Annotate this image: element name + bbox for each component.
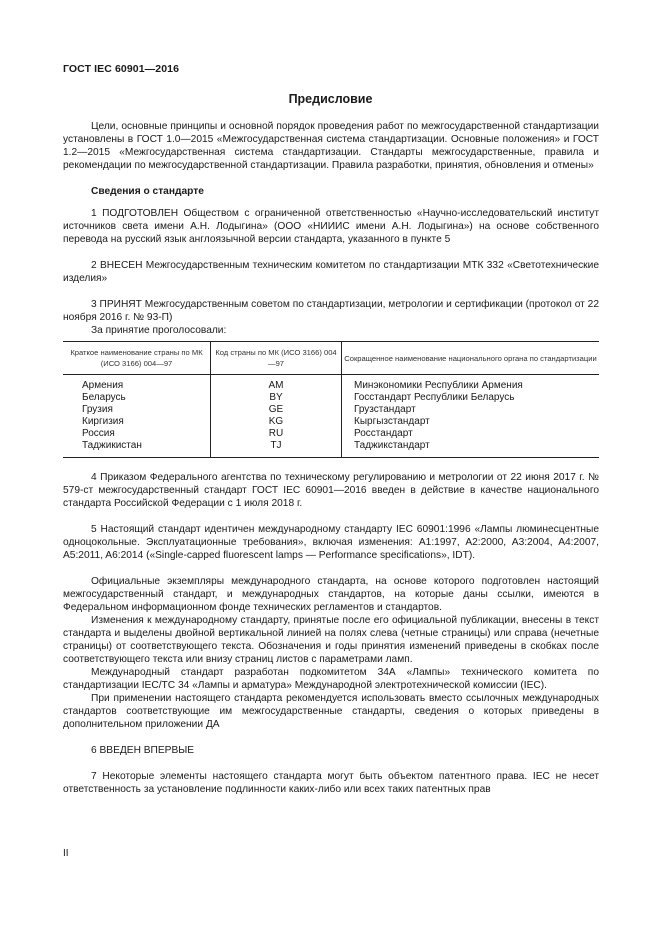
page-number: II xyxy=(63,848,69,859)
country-code: AM xyxy=(211,375,342,393)
standards-body: Росстандарт xyxy=(342,428,600,440)
item-7-paragraph: 7 Некоторые элементы настоящего стандарта могут быть объектом патентного права. IEC не несет ответственность за установление подлинности каких-либо или всех таких патентных прав xyxy=(63,771,599,795)
country-code: KG xyxy=(211,416,342,428)
country-code: RU xyxy=(211,428,342,440)
header-code: Код страны по МК (ИСО 3166) 004—97 xyxy=(211,342,342,375)
document-id: ГОСТ IEC 60901—2016 xyxy=(63,63,180,75)
country-name: Россия xyxy=(82,428,115,439)
table-row xyxy=(63,404,599,416)
table-row xyxy=(63,416,599,428)
country-code: GE xyxy=(211,404,342,416)
country-code: TJ xyxy=(211,440,342,458)
table-row xyxy=(63,428,599,440)
country-name: Грузия xyxy=(82,404,113,415)
vote-intro: За принятие проголосовали: xyxy=(91,325,227,336)
table-row xyxy=(63,375,599,393)
country-name: Таджикистан xyxy=(63,440,211,458)
standards-body: Грузстандарт xyxy=(342,404,600,416)
item-3-paragraph: 3 ПРИНЯТ Межгосударственным советом по стандартизации, метрологии и сертификации (протокол от 22 ноября 2016 г. № 93-П) xyxy=(63,299,599,323)
standards-body: Минэкономики Республики Армения xyxy=(342,375,600,393)
intro-paragraph: Цели, основные принципы и основной порядок проведения работ по межгосударственной стандартизации установлены в ГОСТ 1.0—2015 «Межгосударственная система стандартизации. Основные положения» и ГОСТ 1.2—2015 «Межгосударственная система стандартизации. Стандарты межгосударственные, правила и рекомендации по межгосударственной стандартизации. Правила разработки, принятия, обновления и отмены» xyxy=(63,121,599,171)
voting-countries-table xyxy=(63,341,599,458)
country-code: BY xyxy=(211,392,342,404)
item-5-developer: Международный стандарт разработан подкомитетом 34А «Лампы» технического комитета по стандартизации IEC/TC 34 «Лампы и арматура» Международной электротехнической комиссии (IEC). xyxy=(63,667,599,691)
foreword-body xyxy=(63,120,599,796)
item-5-paragraph: 5 Настоящий стандарт идентичен международному стандарту IEC 60901:1996 «Лампы люминесцентные одноцокольные. Эксплуатационные требования», включая изменения: A1:1997, A2:2000, A3:2004, A4:2007, A5:2011, A6:2014 («Single-capped fluorescent lamps — Performance specifications», IDT). xyxy=(63,524,599,561)
item-1-paragraph: 1 ПОДГОТОВЛЕН Обществом с ограниченной ответственностью «Научно-исследовательский институт источников света имени А.Н. Лодыгина» (ООО «НИИИС имени А.Н. Лодыгина») на основе собственного перевода на русский язык англоязычной версии стандарта, указанного в пункте 5 xyxy=(63,208,599,245)
country-name: Киргизия xyxy=(82,416,124,427)
standards-body: Госстандарт Республики Беларусь xyxy=(342,392,600,404)
table-row xyxy=(63,440,599,458)
standards-body: Таджикстандарт xyxy=(342,440,600,458)
section-heading: Сведения о стандарте xyxy=(91,186,204,197)
standards-body: Кыргызстандарт xyxy=(342,416,600,428)
item-5-changes: Изменения к международному стандарту, принятые после его официальной публикации, внесены в текст стандарта и выделены двойной вертикальной линией на полях слева (четные страницы) или справа (нечетные страницы) от соответствующего текста. Обозначения и годы принятия изменений приведены в скобках после соответствующего текста или внизу страниц листов с параметрами ламп. xyxy=(63,615,599,665)
table-header-row xyxy=(63,342,599,375)
item-2-paragraph: 2 ВНЕСЕН Межгосударственным техническим комитетом по стандартизации МТК 332 «Светотехнические изделия» xyxy=(63,260,599,284)
item-4-paragraph: 4 Приказом Федерального агентства по техническому регулированию и метрологии от 22 июня 2017 г. № 579-ст межгосударственный стандарт ГОСТ IEC 60901—2016 введен в действие в качестве национального стандарта Российской Федерации с 1 июля 2018 г. xyxy=(63,472,599,509)
country-name: Армения xyxy=(82,380,124,391)
country-name: Беларусь xyxy=(82,392,126,403)
item-5-application: При применении настоящего стандарта рекомендуется использовать вместо ссылочных международных стандартов соответствующие им межгосударственные стандарты, сведения о которых приведены в дополнительном приложении ДА xyxy=(63,693,599,730)
item-5-official-copies: Официальные экземпляры международного стандарта, на основе которого подготовлен настоящий межгосударственный стандарт, и международных стандартов, на которые даны ссылки, имеются в Федеральном информационном фонде технических регламентов и стандартов. xyxy=(63,576,599,613)
header-body: Сокращенное наименование национального органа по стандартизации xyxy=(342,342,600,375)
item-6-paragraph: 6 ВВЕДЕН ВПЕРВЫЕ xyxy=(91,745,195,756)
page-title: Предисловие xyxy=(288,92,373,106)
header-country: Краткое наименование страны по МК (ИСО 3166) 004—97 xyxy=(63,342,211,375)
table-row xyxy=(63,392,599,404)
